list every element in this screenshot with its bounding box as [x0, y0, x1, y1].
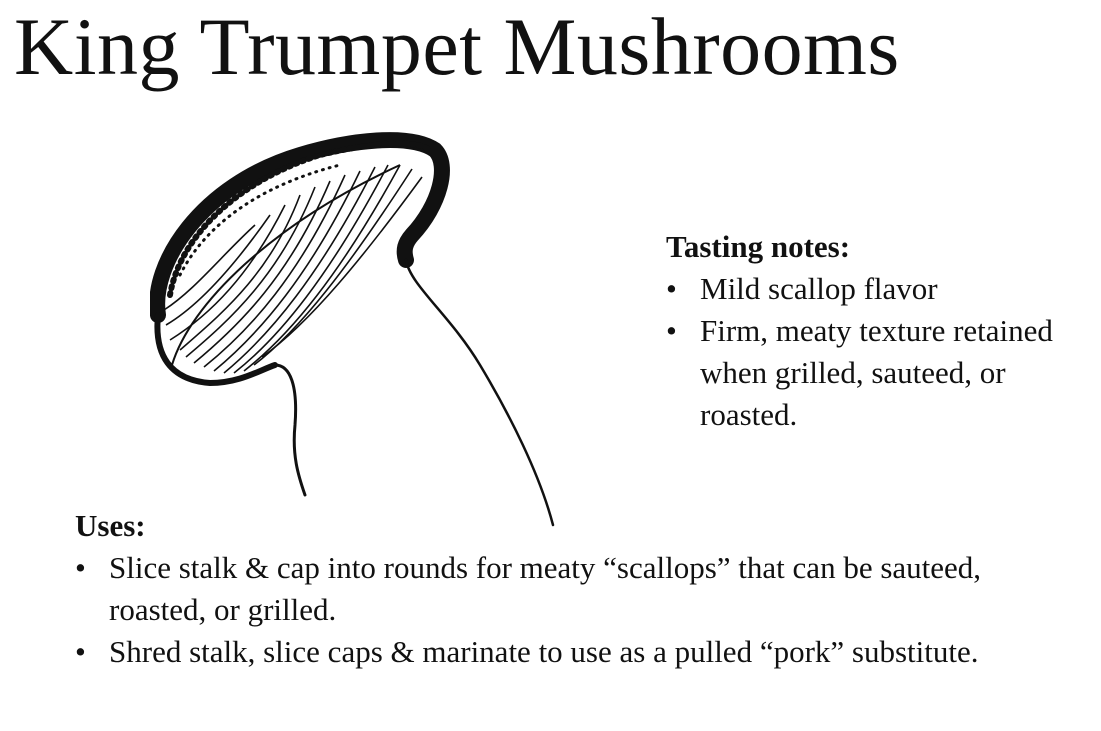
- use-text: Shred stalk, slice caps & marinate to use as a pulled “pork” substitute.: [109, 634, 979, 669]
- tasting-notes-heading: Tasting notes:: [666, 229, 851, 264]
- use-text: Slice stalk & cap into rounds for meaty “scallops” that can be sauteed, roasted, or grilled.: [109, 550, 982, 627]
- tasting-note-text: Firm, meaty texture retained when grilled, sauteed, or roasted.: [700, 313, 1053, 432]
- tasting-notes-list: [666, 268, 1066, 436]
- bullet: •: [666, 313, 677, 348]
- bullet: •: [75, 550, 86, 585]
- list-item: [666, 268, 1066, 310]
- list-item: [75, 631, 1035, 673]
- list-item: [75, 547, 1035, 631]
- uses-heading: Uses:: [75, 508, 146, 543]
- uses-section: [75, 505, 1035, 673]
- bullet: •: [75, 634, 86, 669]
- uses-list: [75, 547, 1035, 673]
- tasting-notes-section: [666, 226, 1066, 436]
- list-item: [666, 310, 1066, 436]
- tasting-note-text: Mild scallop flavor: [700, 271, 938, 306]
- king-trumpet-mushroom-icon: [150, 125, 570, 535]
- page-title: King Trumpet Mushrooms: [14, 1, 900, 92]
- bullet: •: [666, 271, 677, 306]
